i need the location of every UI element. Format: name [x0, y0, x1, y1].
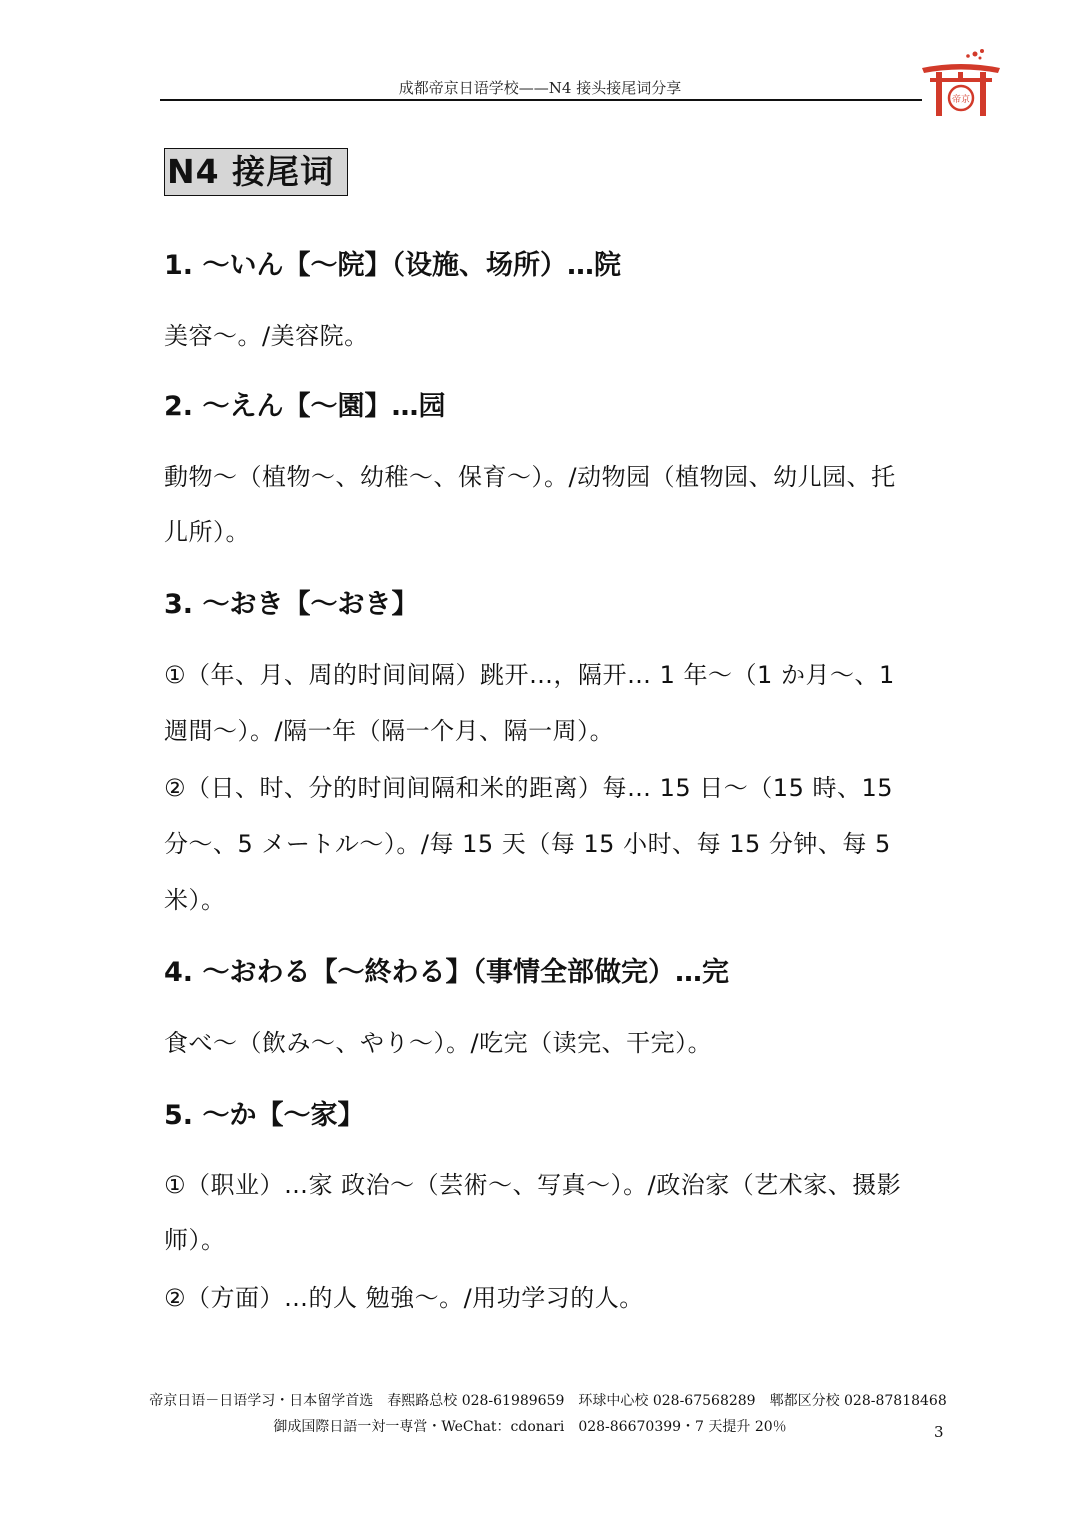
entry-3-line-1: ①（年、月、周的时间间隔）跳开…，隔开… 1 年〜（1 か月〜、1	[164, 661, 895, 689]
page-header-title: 成都帝京日语学校——N4 接头接尾词分享	[398, 79, 682, 97]
entry-2-line-1: 動物〜（植物〜、幼稚〜、保育〜）。/动物园（植物园、幼儿园、托	[164, 463, 896, 491]
page-number: 3	[934, 1423, 944, 1441]
entry-2-heading: 2. 〜えん【〜園】…园	[164, 391, 446, 422]
entry-3-line-4: 分〜、5 メートル〜）。/每 15 天（每 15 小时、每 15 分钟、每 5	[164, 830, 891, 858]
entry-5-heading: 5. 〜か【〜家】	[164, 1100, 365, 1131]
entry-3-line-5: 米）。	[164, 886, 226, 914]
logo-text: 帝京	[951, 95, 971, 105]
entry-1-heading: 1. 〜いん【〜院】（设施、场所）…院	[164, 250, 621, 281]
entry-5-line-1: ①（职业）…家 政治〜（芸術〜、写真〜）。/政治家（艺术家、摄影	[164, 1171, 902, 1199]
footer-wechat-line: 御成国際日語一対一専営・WeChat：cdonari 028-86670399・7 天提升 20％	[273, 1419, 787, 1435]
entry-2-line-2: 儿所）。	[164, 518, 250, 546]
entry-5-line-2: 师）。	[164, 1226, 226, 1254]
section-title: N4 接尾词	[164, 148, 348, 196]
entry-4-line-1: 食べ〜（飲み〜、やり〜）。/吃完（读完、干完）。	[164, 1029, 713, 1057]
entry-3-heading: 3. 〜おき【〜おき】	[164, 589, 419, 620]
torii-gate-logo-icon	[920, 46, 1002, 118]
entry-4-heading: 4. 〜おわる【〜終わる】（事情全部做完）…完	[164, 957, 729, 988]
entry-3-line-2: 週間〜）。/隔一年（隔一个月、隔一周）。	[164, 717, 615, 745]
entry-3-line-3: ②（日、时、分的时间间隔和米的距离）每… 15 日〜（15 時、15	[164, 774, 894, 802]
entry-5-line-3: ②（方面）…的人 勉強〜。/用功学习的人。	[164, 1284, 644, 1312]
header-rule	[160, 99, 922, 101]
entry-1-line-1: 美容〜。/美容院。	[164, 322, 369, 350]
footer-contact-line: 帝京日语－日语学习・日本留学首选 春熙路总校 028-61989659 环球中心校 028-67568289 郫都区分校 028-87818468	[149, 1393, 947, 1409]
